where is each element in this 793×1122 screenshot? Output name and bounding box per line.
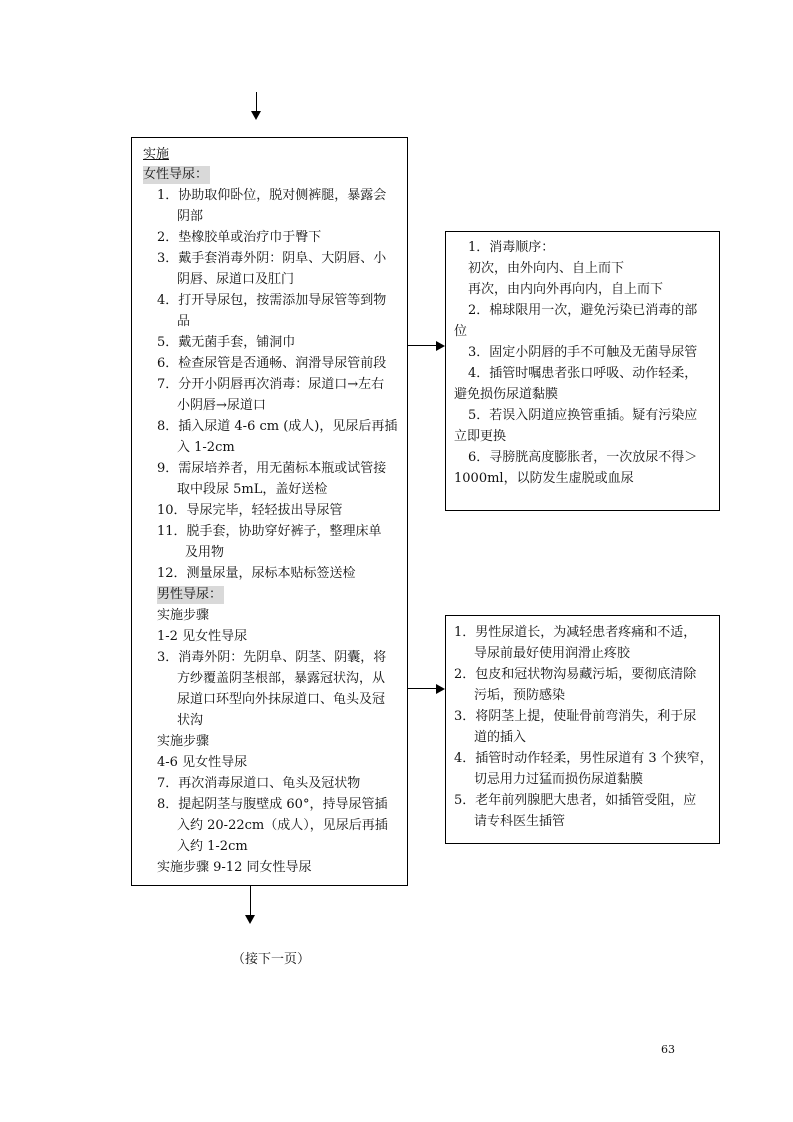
female-step: 入 1-2cm [177,440,235,455]
note-line: 2．包皮和冠状物沟易藏污垢，要彻底清除 [454,667,697,682]
note-line: 切忌用力过猛而损伤尿道黏膜 [474,772,644,787]
continue-next-page-label: （接下一页） [232,952,311,967]
note-line: 1．男性尿道长，为减轻患者疼痛和不适， [454,625,697,640]
note-line: 避免损伤尿道黏膜 [454,387,559,402]
female-step: 品 [177,314,191,329]
procedure-box [131,137,408,886]
note-line: 再次，由内向外再向内，自上而下 [468,282,664,297]
male-catheterization-header: 男性导尿： [157,587,223,602]
male-step: 3．消毒外阴：先阴阜、阴茎、阴囊，将 [157,650,387,665]
note-line: 位 [454,324,468,339]
note-line: 导尿前最好使用润滑止疼胶 [474,646,631,661]
section-title: 实施 [143,147,170,162]
female-step: 取中段尿 5mL，盖好送检 [177,482,328,497]
female-step: 4．打开导尿包，按需添加导尿管等到物 [157,293,387,308]
connector-arrow-1 [436,341,445,351]
note-line: 污垢，预防感染 [474,688,566,703]
female-step: 9．需尿培养者，用无菌标本瓶或试管接 [157,461,387,476]
note-line: 1000ml，以防发生虚脱或血尿 [454,471,634,486]
note-line: 2．棉球限用一次，避免污染已消毒的部 [468,303,698,318]
connector-line-1 [408,345,436,346]
bottom-arrow-line [250,886,251,916]
male-step: 1-2 见女性导尿 [157,629,248,644]
female-step: 6．检查尿管是否通畅、润滑导尿管前段 [157,356,387,371]
female-step: 2．垫橡胶单或治疗巾于臀下 [157,230,322,245]
male-step: 8．提起阴茎与腹壁成 60°，持导尿管插 [157,797,388,812]
note-line: 4．插管时动作轻柔，男性尿道有 3 个狭窄， [454,751,713,766]
male-step: 尿道口环型向外抹尿道口、龟头及冠 [177,692,386,707]
female-step: 1．协助取仰卧位，脱对侧裤腿，暴露会 [157,188,387,203]
male-step: 实施步骤 9-12 同女性导尿 [157,860,312,875]
female-catheterization-header: 女性导尿： [143,167,209,182]
note-line: 5．老年前列腺肥大患者，如插管受阻，应 [454,793,697,808]
male-step: 入约 1-2cm [177,839,248,854]
male-step: 4-6 见女性导尿 [157,755,248,770]
bottom-arrow-head [245,915,255,924]
female-step: 阴唇、尿道口及肛门 [177,272,295,287]
female-step: 阴部 [177,209,204,224]
male-step: 方纱覆盖阴茎根部，暴露冠状沟，从 [177,671,386,686]
female-step: 3．戴手套消毒外阴：阴阜、大阴唇、小 [157,251,387,266]
note-line: 6．寻膀胱高度膨胀者，一次放尿不得＞ [468,450,698,465]
note-line: 请专科医生插管 [474,814,566,829]
note-line: 初次，由外向内、自上而下 [468,261,625,276]
female-step: 及用物 [185,545,225,560]
top-arrow-head [251,111,261,120]
female-step: 8．插入尿道 4-6 cm (成人)，见尿后再插 [157,419,398,434]
note-line: 3．固定小阴唇的手不可触及无菌导尿管 [468,345,698,360]
male-step: 7．再次消毒尿道口、龟头及冠状物 [157,776,361,791]
male-step: 入约 20-22cm（成人），见尿后再插 [177,818,388,833]
male-step: 实施步骤 [157,608,210,623]
note-line: 4．插管时嘱患者张口呼吸、动作轻柔， [468,366,698,381]
connector-line-2 [408,688,436,689]
male-notes-box [445,615,720,844]
note-line: 5．若误入阴道应换管重插。疑有污染应 [468,408,698,423]
connector-arrow-2 [436,684,445,694]
female-notes-box [445,231,720,511]
female-step: 10．导尿完毕，轻轻拔出导尿管 [157,503,343,518]
male-step: 状沟 [177,713,204,728]
note-line: 1．消毒顺序： [468,240,555,255]
female-step: 5．戴无菌手套，铺洞巾 [157,335,296,350]
note-line: 3．将阴茎上提，使耻骨前弯消失，利于尿 [454,709,697,724]
top-arrow-line [256,92,257,112]
note-line: 立即更换 [454,429,507,444]
female-step: 7．分开小阴唇再次消毒：尿道口→左右 [157,377,385,392]
page-number: 63 [661,1043,675,1056]
note-line: 道的插入 [474,730,527,745]
female-step: 小阴唇→尿道口 [177,398,266,413]
female-step: 11．脱手套，协助穿好裤子，整理床单 [157,524,382,539]
male-step: 实施步骤 [157,734,210,749]
female-step: 12．测量尿量，尿标本贴标签送检 [157,566,356,581]
